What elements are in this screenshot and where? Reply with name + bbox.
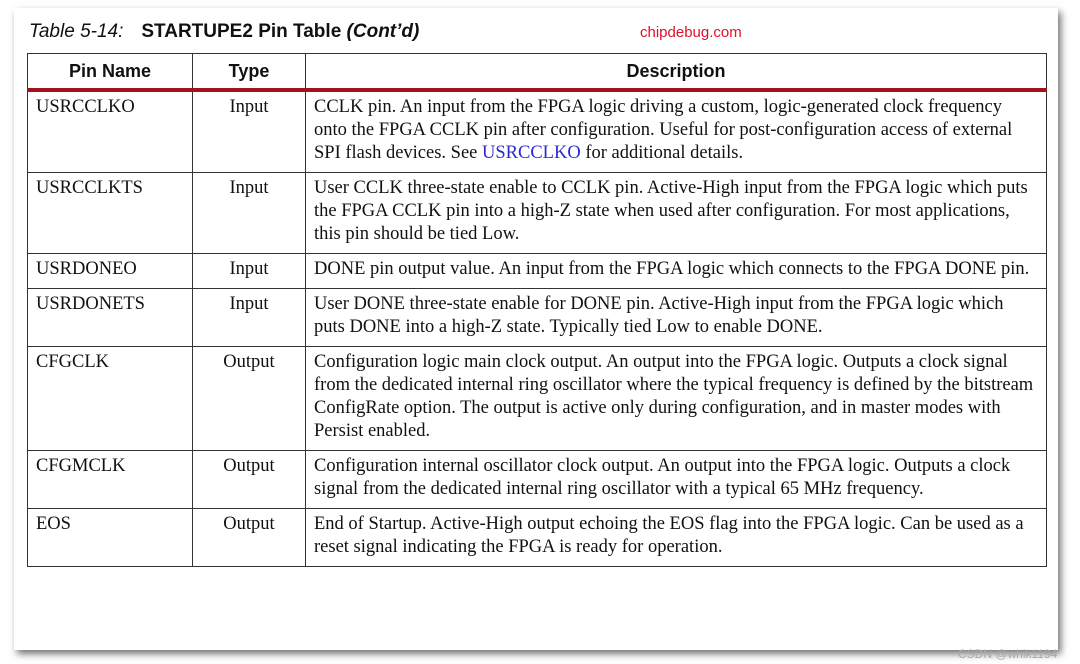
table-row <box>28 347 1047 451</box>
table-row <box>28 173 1047 254</box>
header-row <box>28 54 1047 91</box>
header-pin-name: Pin Name <box>28 54 193 91</box>
pin-name-cell: CFGCLK <box>28 347 193 451</box>
header-type: Type <box>193 54 306 91</box>
pin-name-cell: CFGMCLK <box>28 451 193 509</box>
description-text: Configuration internal oscillator clock output. An output into the FPGA logic. Outputs a clock signal from the dedicated internal ring oscillator with a typical 65 MHz frequency. <box>314 456 1011 499</box>
pin-table <box>27 53 1047 567</box>
table-row <box>28 90 1047 173</box>
watermark: chipdebug.com <box>640 24 742 41</box>
table-row <box>28 254 1047 289</box>
usrcclko-link[interactable]: USRCCLKO <box>482 143 581 163</box>
table-row <box>28 289 1047 347</box>
type-cell: Output <box>193 347 306 451</box>
type-cell: Input <box>193 254 306 289</box>
type-cell: Input <box>193 289 306 347</box>
description-cell <box>306 509 1047 567</box>
header-description: Description <box>306 54 1047 91</box>
description-cell <box>306 347 1047 451</box>
description-text: Configuration logic main clock output. An output into the FPGA logic. Outputs a clock signal from the dedicated internal ring oscillator where the typical frequency is defined by the bitstream ConfigRate option. The output is active only during configuration, and in master modes with Persist enabled. <box>314 352 1034 441</box>
description-cell <box>306 90 1047 173</box>
type-cell: Output <box>193 451 306 509</box>
table-title: STARTUPE2 Pin Table <box>141 21 342 42</box>
pin-name-cell: USRDONETS <box>28 289 193 347</box>
description-cell <box>306 254 1047 289</box>
description-text: User CCLK three-state enable to CCLK pin. Active-High input from the FPGA logic which puts the FPGA CCLK pin into a high-Z state when used after configuration. For most applications, this pin should be tied Low. <box>314 178 1028 244</box>
type-cell: Input <box>193 173 306 254</box>
description-cell <box>306 451 1047 509</box>
description-cell <box>306 289 1047 347</box>
table-row <box>28 509 1047 567</box>
table-number: Table 5-14: <box>29 21 124 42</box>
table-cont: (Cont’d) <box>346 21 420 42</box>
type-cell: Input <box>193 90 306 173</box>
type-cell: Output <box>193 509 306 567</box>
description-text: for additional details. <box>580 143 744 163</box>
credit: CSDN @whik1194 <box>958 647 1058 661</box>
description-text: DONE pin output value. An input from the FPGA logic which connects to the FPGA DONE pin. <box>314 259 1030 279</box>
pin-name-cell: USRCCLKO <box>28 90 193 173</box>
pin-name-cell: EOS <box>28 509 193 567</box>
pin-name-cell: USRCCLKTS <box>28 173 193 254</box>
description-text: User DONE three-state enable for DONE pin. Active-High input from the FPGA logic which puts DONE into a high-Z state. Typically tied Low to enable DONE. <box>314 294 1004 337</box>
description-text: CCLK pin. An input from the FPGA logic driving a custom, logic-generated clock frequency onto the FPGA CCLK pin after configuration. Useful for post-configuration access of external SPI flash devices. See <box>314 97 1013 163</box>
pin-name-cell: USRDONEO <box>28 254 193 289</box>
table-caption <box>29 21 437 43</box>
description-cell <box>306 173 1047 254</box>
table-row <box>28 451 1047 509</box>
description-text: End of Startup. Active-High output echoing the EOS flag into the FPGA logic. Can be used as a reset signal indicating the FPGA is ready for operation. <box>314 514 1024 557</box>
